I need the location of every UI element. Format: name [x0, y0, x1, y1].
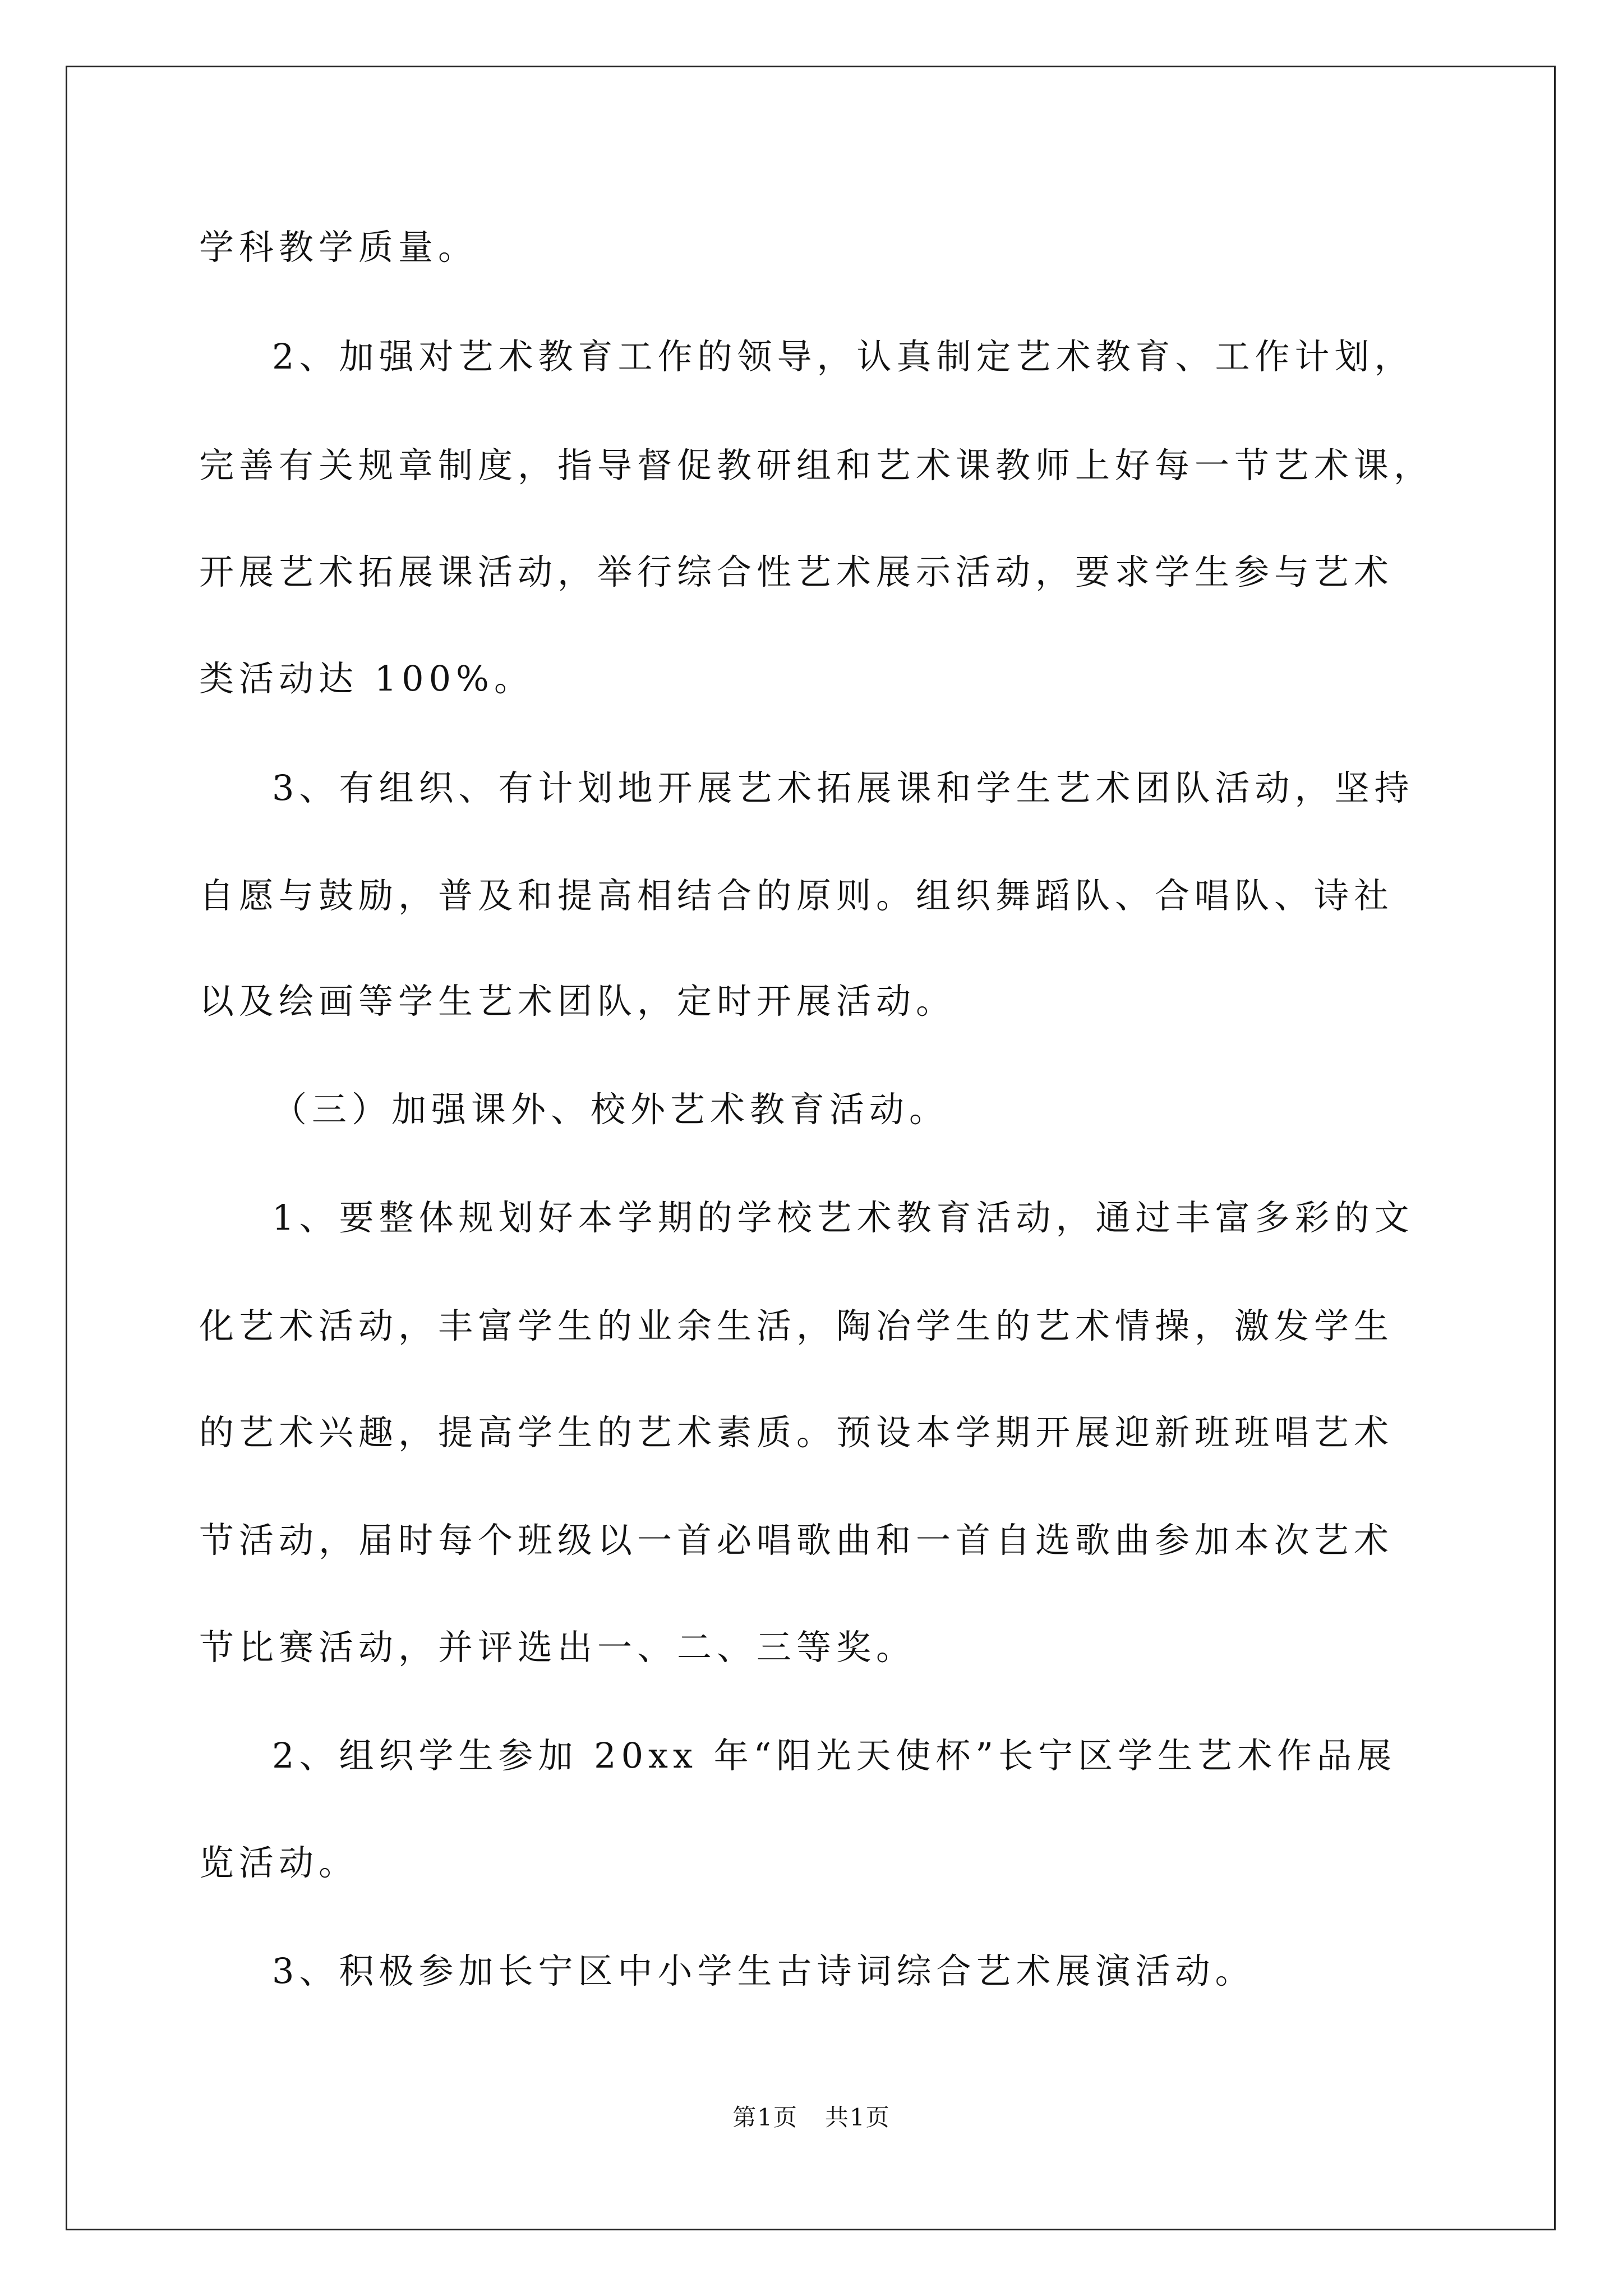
text-line: 览活动。: [199, 1842, 359, 1883]
text-line: 节比赛活动，并评选出一、二、三等奖。: [199, 1627, 916, 1668]
page-border: [66, 66, 1556, 2230]
text-line: 节活动，届时每个班级以一首必唱歌曲和一首自选歌曲参加本次艺术: [199, 1520, 1394, 1561]
text-line: 的艺术兴趣，提高学生的艺术素质。预设本学期开展迎新班班唱艺术: [199, 1412, 1394, 1453]
text-line: 开展艺术拓展课活动，举行综合性艺术展示活动，要求学生参与艺术: [199, 551, 1394, 592]
text-line: 3、有组织、有计划地开展艺术拓展课和学生艺术团队活动，坚持: [272, 767, 1414, 808]
text-line: 完善有关规章制度，指导督促教研组和艺术课教师上好每一节艺术课，: [199, 445, 1434, 486]
page-number: 第1页: [732, 2104, 798, 2131]
text-line: 以及绘画等学生艺术团队，定时开展活动。: [199, 981, 956, 1022]
text-line: 3、积极参加长宁区中小学生古诗词综合艺术展演活动。: [272, 1950, 1255, 1991]
text-line: 2、组织学生参加 20xx 年“阳光天使杯”长宁区学生艺术作品展: [272, 1735, 1397, 1776]
text-line: 2、加强对艺术教育工作的领导，认真制定艺术教育、工作计划，: [272, 336, 1414, 377]
text-line: 1、要整体规划好本学期的学校艺术教育活动，通过丰富多彩的文: [272, 1197, 1414, 1238]
section-heading: （三）加强课外、校外艺术教育活动。: [272, 1089, 949, 1130]
text-line: 类活动达 100%。: [199, 658, 534, 699]
text-line: 学科教学质量。: [199, 227, 478, 268]
page-footer: [0, 2101, 1623, 2134]
page-total: 共1页: [825, 2104, 891, 2131]
text-line: 化艺术活动，丰富学生的业余生活，陶冶学生的艺术情操，激发学生: [199, 1305, 1394, 1346]
text-line: 自愿与鼓励，普及和提高相结合的原则。组织舞蹈队、合唱队、诗社: [199, 875, 1394, 916]
